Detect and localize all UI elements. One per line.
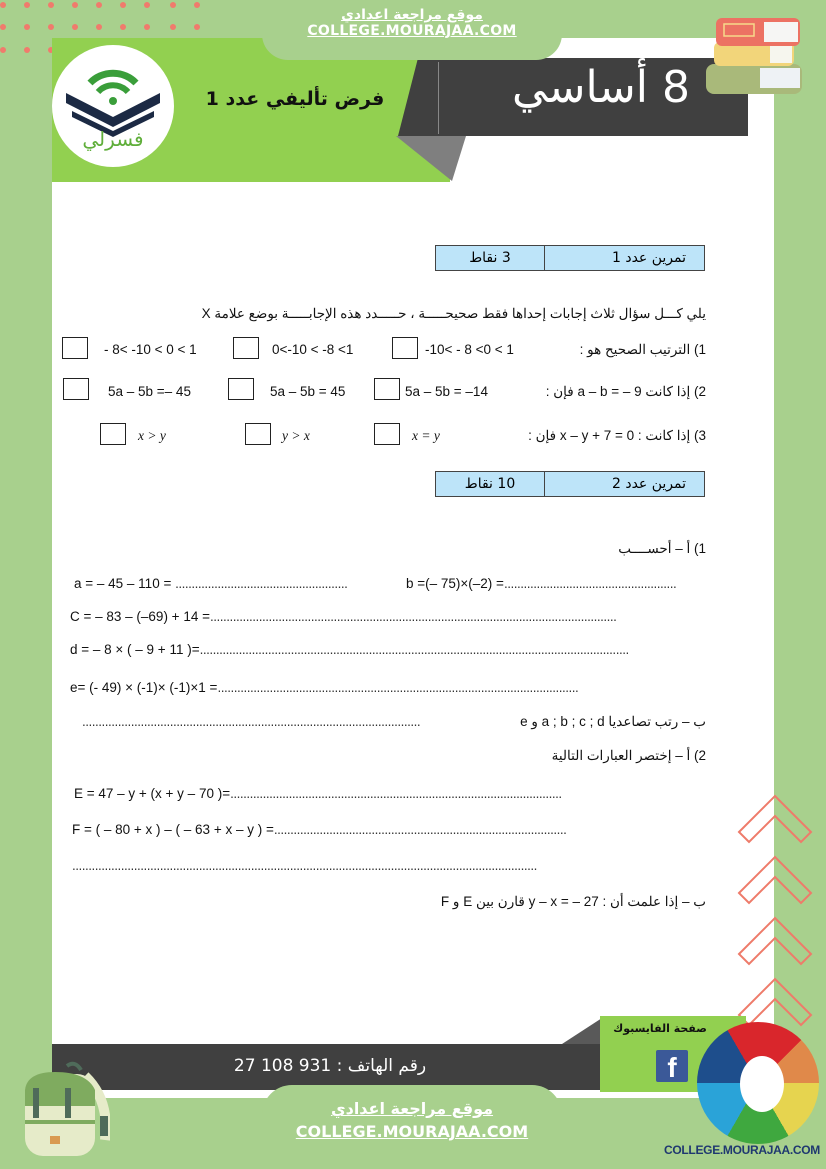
- exercise-1-instruction: يلي كـــل سؤال ثلاث إجابات إحداها فقط صحيحـــــة ، حـــــدد هذه الإجابـــــة بوضع علامة X: [201, 306, 706, 321]
- logo: [52, 45, 174, 167]
- q3-option-2: y > x: [282, 428, 310, 443]
- q2-prompt: 2) إذا كانت a – b = – 9 فإن :: [545, 384, 706, 399]
- exercise-1-title: تمرين عدد 1: [544, 246, 704, 270]
- exam-title: فرض تأليفي عدد 1: [205, 88, 385, 110]
- part1-title: 1) أ – أحســــب: [618, 541, 706, 556]
- exercise-2-title: تمرين عدد 2: [544, 472, 704, 496]
- q1-option-3: - 8< -10 < 0 < 1: [104, 342, 197, 357]
- q2-checkbox-3[interactable]: [63, 378, 89, 400]
- answer-blank[interactable]: .....................................................: [175, 576, 348, 591]
- answer-blank[interactable]: ....................................................................................................................................: [199, 642, 629, 657]
- grade-title: 8 أساسي: [511, 62, 690, 113]
- exercise-2-points: 10 نقاط: [464, 476, 516, 492]
- q2-option-1: 5a – 5b = –14: [405, 384, 488, 399]
- q2-checkbox-2[interactable]: [228, 378, 254, 400]
- answer-blank[interactable]: ......................................................................................................: [230, 786, 562, 801]
- top-site-name[interactable]: موقع مراجعة اعدادي: [341, 7, 483, 23]
- chevron-up-decoration-icon: [735, 914, 815, 972]
- q3-option-3: x > y: [138, 428, 166, 443]
- wheel-center: [740, 1056, 784, 1112]
- q2-option-2: 5a – 5b = 45: [270, 384, 346, 399]
- q1-checkbox-1[interactable]: [392, 337, 418, 359]
- answer-blank[interactable]: .............................................................................................................................: [209, 609, 617, 624]
- books-stack-icon: [700, 12, 810, 97]
- facebook-icon[interactable]: f: [656, 1050, 688, 1082]
- calc-c-expr: C = – 83 – (–69) + 14 =: [70, 609, 210, 624]
- q3-checkbox-1[interactable]: [374, 423, 400, 445]
- calc-a: [74, 576, 347, 591]
- answer-blank[interactable]: ...............................................................................................................: [217, 680, 579, 695]
- calc-a-expr: a = – 45 – 110 =: [74, 576, 176, 591]
- calc-c: [70, 609, 616, 624]
- q3-checkbox-2[interactable]: [245, 423, 271, 445]
- part2-title: 2) أ – إختصر العبارات التالية: [551, 748, 706, 763]
- chevron-up-decoration-icon: [735, 853, 815, 911]
- expr-F-text: F = ( – 80 + x ) – ( – 63 + x – y ) =: [72, 822, 274, 837]
- document-page: [52, 38, 774, 1098]
- compare-prompt: ب – إذا علمت أن : y – x = – 27 قارن بين E و F: [440, 894, 706, 909]
- top-site-url[interactable]: COLLEGE.MOURAJAA.COM: [307, 23, 517, 39]
- expr-F: [72, 822, 566, 837]
- chevron-up-decoration-icon: [735, 792, 815, 850]
- q3-checkbox-3[interactable]: [100, 423, 126, 445]
- expr-E-text: E = 47 – y + (x + y – 70 )=: [74, 786, 231, 801]
- facebook-label: صفحة الفايسبوك: [613, 1022, 707, 1035]
- exercise-1-header: [435, 245, 705, 271]
- bottom-site-banner[interactable]: [262, 1085, 562, 1169]
- bottom-site-name[interactable]: موقع مراجعة اعدادي: [330, 1099, 494, 1118]
- backpack-icon: [15, 1060, 110, 1160]
- q3-prompt: 3) إذا كانت : x – y + 7 = 0 فإن :: [528, 428, 706, 443]
- calc-e-expr: e= (- 49) × (-1)× (-1)×1 =: [70, 680, 218, 695]
- calc-b: [406, 576, 676, 591]
- calc-e: [70, 680, 578, 695]
- banner-divider: [438, 62, 439, 134]
- q1-checkbox-3[interactable]: [62, 337, 88, 359]
- order-prompt: ب – رتب تصاعديا a ; b ; c ; d و e: [520, 714, 706, 729]
- top-site-banner[interactable]: [262, 0, 562, 60]
- answer-blank[interactable]: .....................................................: [503, 576, 677, 591]
- exercise-1-points: 3 نقاط: [469, 250, 511, 266]
- exercise-2-header: [435, 471, 705, 497]
- order-answer-blank[interactable]: ........................................................................................................: [82, 714, 421, 729]
- answer-blank[interactable]: ..........................................................................................: [273, 822, 567, 837]
- q1-option-1: -10< - 8 <0 < 1: [425, 342, 514, 357]
- phone-number: رقم الهاتف : 931 108 27: [233, 1056, 427, 1076]
- q2-checkbox-1[interactable]: [374, 378, 400, 400]
- extra-answer-blank[interactable]: ...............................................................................................................................................: [72, 858, 537, 873]
- logo-text: فسرلي: [82, 127, 144, 151]
- expr-E: [74, 786, 562, 801]
- q3-option-1: x = y: [412, 428, 440, 443]
- calc-d-expr: d = – 8 × ( – 9 + 11 )=: [70, 642, 200, 657]
- q1-checkbox-2[interactable]: [233, 337, 259, 359]
- brand-url[interactable]: COLLEGE.MOURAJAA.COM: [664, 1143, 821, 1157]
- calc-d: [70, 642, 629, 657]
- calc-b-expr: b =(– 75)×(–2) =: [406, 576, 504, 591]
- q1-option-2: 0<-10 < -8 <1: [272, 342, 354, 357]
- q1-prompt: 1) الترتيب الصحيح هو :: [579, 342, 706, 357]
- bottom-site-url[interactable]: COLLEGE.MOURAJAA.COM: [295, 1122, 529, 1141]
- q2-option-3: 5a – 5b =– 45: [108, 384, 191, 399]
